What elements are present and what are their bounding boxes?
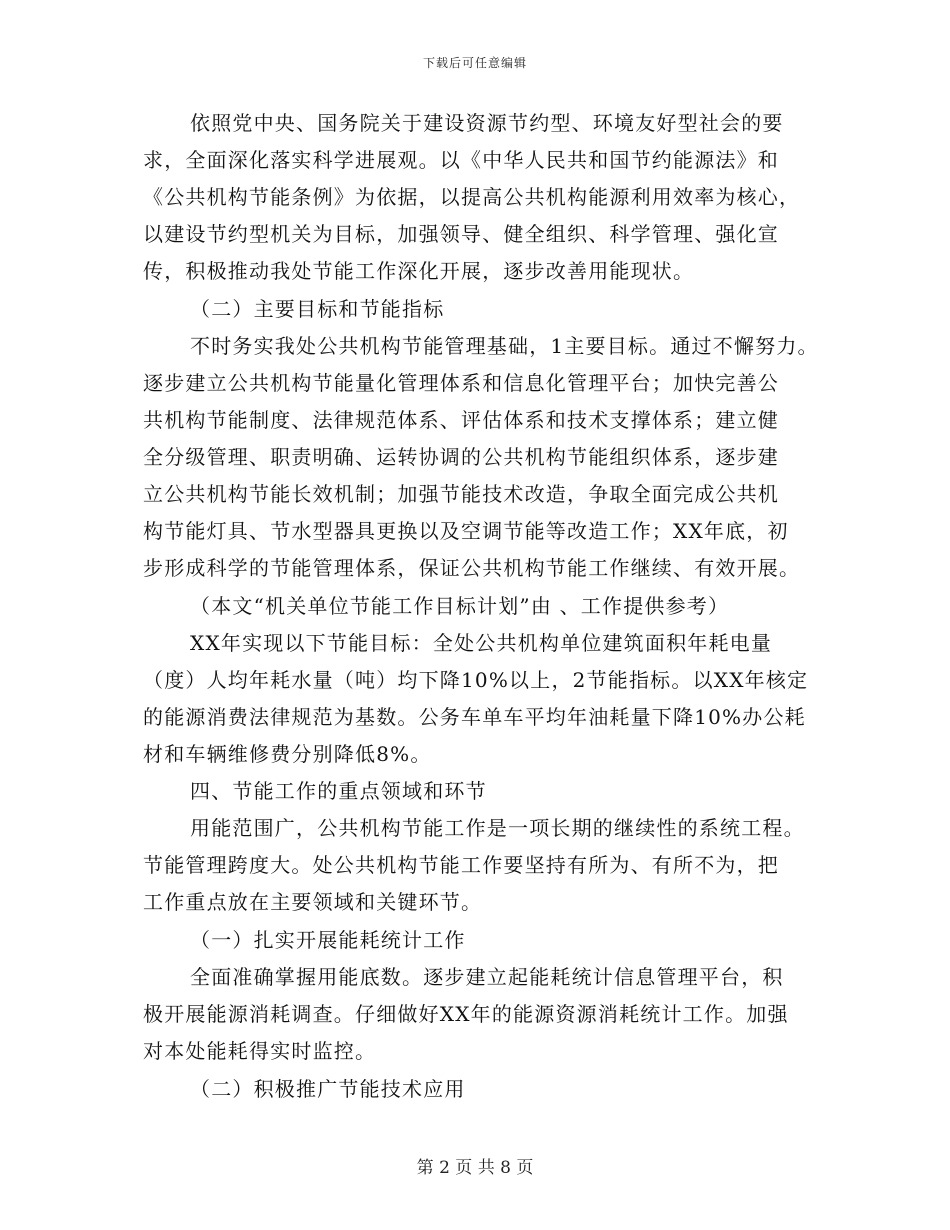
text-line: 工作重点放在主要领域和关键环节。 <box>143 890 483 914</box>
text-line: 以建设节约型机关为目标，加强领导、健全组织、科学管理、强化宣 <box>143 222 779 246</box>
text-line: 共机构节能制度、法律规范体系、评估体系和技术支撑体系；建立健 <box>143 408 779 432</box>
text-line: 用能范围广，公共机构节能工作是一项长期的继续性的系统工程。 <box>190 816 805 840</box>
text-line: 材和车辆维修费分别降低8%。 <box>143 742 432 766</box>
section-heading: （二）积极推广节能技术应用 <box>190 1077 466 1101</box>
text-line: 依照党中央、国务院关于建设资源节约型、环境友好型社会的要 <box>190 111 784 135</box>
text-line: 求，全面深化落实科学进展观。以《中华人民共和国节约能源法》和 <box>143 148 779 172</box>
section-heading: 四、节能工作的重点领域和环节 <box>190 779 487 803</box>
text-line: 逐步建立公共机构节能量化管理体系和信息化管理平台；加快完善公 <box>143 371 779 395</box>
section-heading: （一）扎实开展能耗统计工作 <box>190 928 466 952</box>
text-line: （度）人均年耗水量（吨）均下降10%以上，2节能指标。以XX年核定 <box>143 668 809 692</box>
text-line: 节能管理跨度大。处公共机构节能工作要坚持有所为、有所不为，把 <box>143 853 779 877</box>
text-line: 立公共机构节能长效机制；加强节能技术改造，争取全面完成公共机 <box>143 482 779 506</box>
text-line: 对本处能耗得实时监控。 <box>143 1039 377 1063</box>
text-line: 步形成科学的节能管理体系，保证公共机构节能工作继续、有效开展。 <box>143 556 801 580</box>
text-line: 全面准确掌握用能底数。逐步建立起能耗统计信息管理平台，积 <box>190 965 784 989</box>
page-number: 第 2 页 共 8 页 <box>416 1158 534 1178</box>
source-note: （本文“机关单位节能工作目标计划”由 、工作提供参考） <box>190 594 730 618</box>
text-line: 极开展能源消耗调查。仔细做好XX年的能源资源消耗统计工作。加强 <box>143 1002 789 1026</box>
text-line: 全分级管理、职责明确、运转协调的公共机构节能组织体系，逐步建 <box>143 445 779 469</box>
text-line: 的能源消费法律规范为基数。公务车单车平均年油耗量下降10%办公耗 <box>143 705 806 729</box>
text-line: 不时务实我处公共机构节能管理基础，1主要目标。通过不懈努力。 <box>190 334 819 358</box>
text-line: 《公共机构节能条例》为依据，以提高公共机构能源利用效率为核心， <box>143 185 801 209</box>
text-line: 构节能灯具、节水型器具更换以及空调节能等改造工作；XX年底，初 <box>143 519 789 543</box>
text-line: 传，积极推动我处节能工作深化开展，逐步改善用能现状。 <box>143 259 695 283</box>
page-header-note: 下载后可任意编辑 <box>422 56 527 70</box>
section-heading: （二）主要目标和节能指标 <box>190 297 445 321</box>
text-line: XX年实现以下节能目标：全处公共机构单位建筑面积年耗电量 <box>190 631 773 655</box>
